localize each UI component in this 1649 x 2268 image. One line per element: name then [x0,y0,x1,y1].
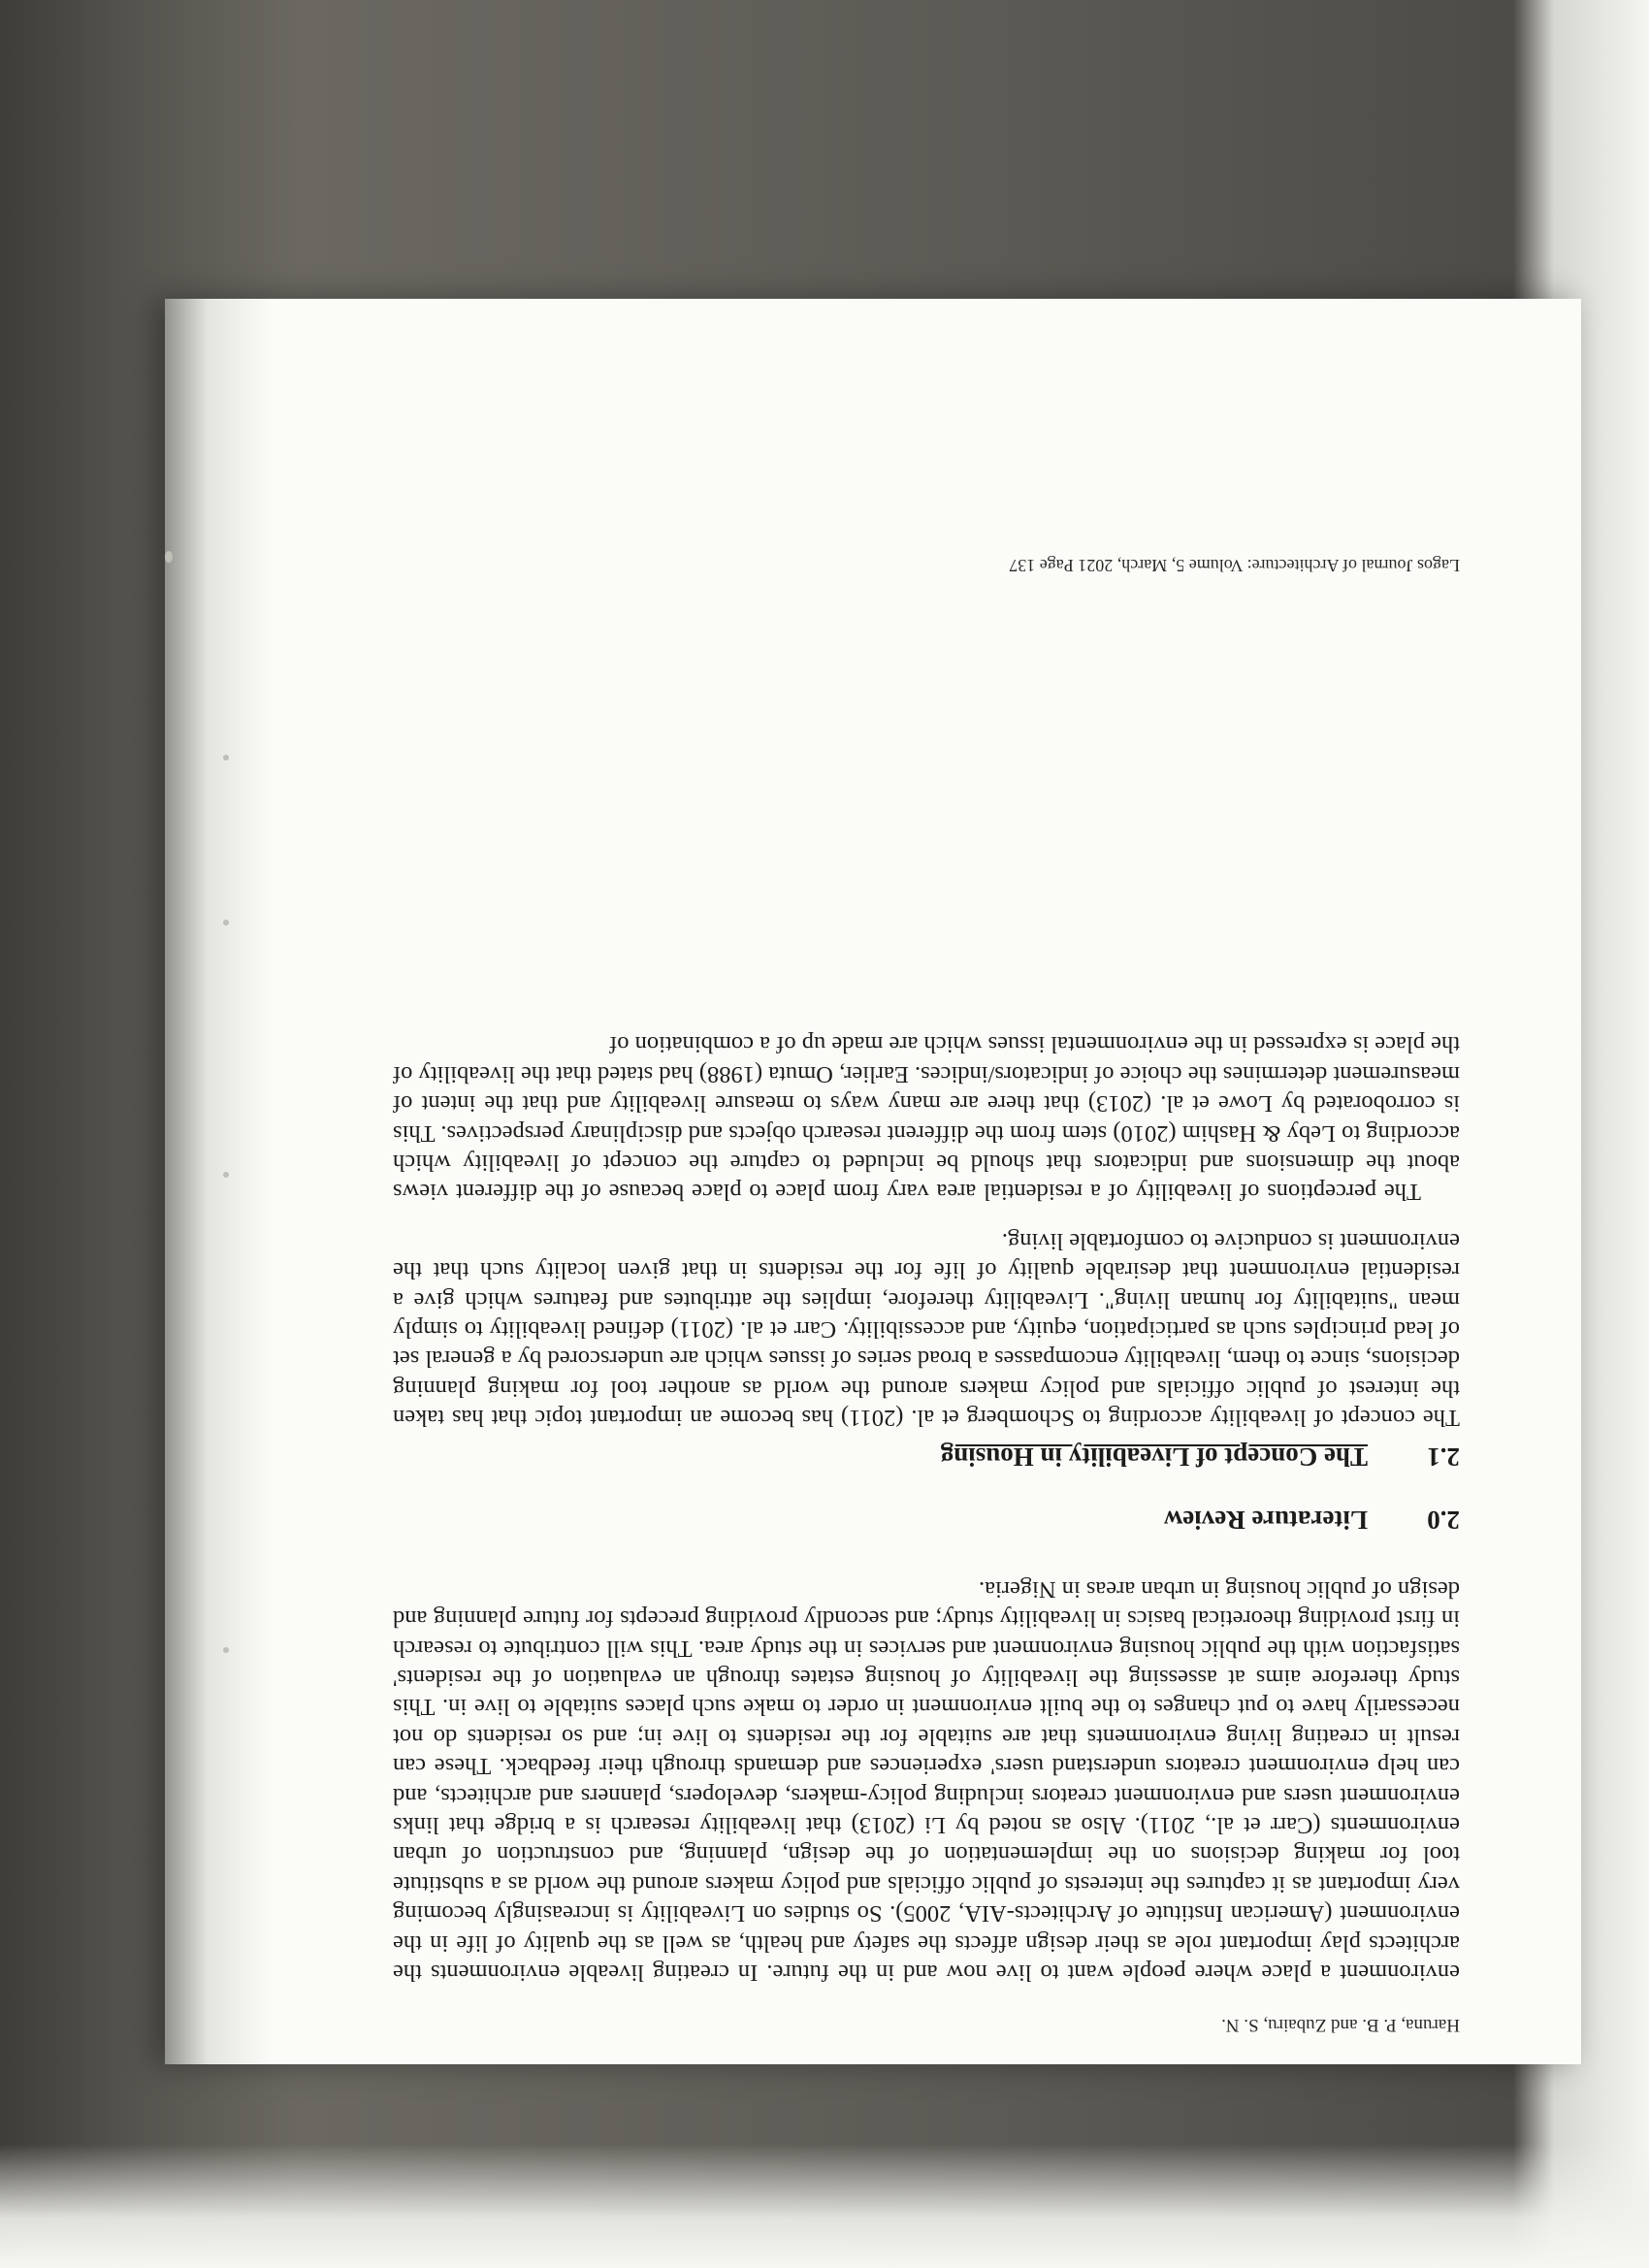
subsection-heading-concept-of-liveability [393,1442,1460,1472]
running-footer-journal: Lagos Journal of Architecture: Volume 5, March, 2021 Page 137 [1009,556,1460,575]
paragraph-perceptions-of-liveability: The perceptions of liveability of a residential area vary from place to place because of the different views about the dimensions and indicators that should be included to capture the concept of liveability which according to Leby & Hashim (2010) stem from the different research objects and disciplinary perspectives. This is corroborated by Lowe et al. (2013) that there are many ways to measure liveability and that the intent of measurement determines the choice of indicators/indices. Earlier, Omuta (1988) had stated that the liveability of the place is expressed in the environmental issues which are made up of a combination of [393,1031,1460,1206]
scan-speck [223,1172,229,1178]
scan-speck [223,1647,229,1653]
section-heading-literature-review [393,1505,1460,1535]
scan-speck [165,551,173,563]
scanned-page [165,299,1581,2064]
intro-paragraph: environment a place where people want to live now and in the future. In creating liveable environments the architects play important role as their design affects the safety and health, as well as the quality of life in the environment (American Institute of Architects-AIA, 2005). So studies on Liveability is increasingly becoming very important as it captures the interests of public officials and policy makers around the world as a substitute tool for making decisions on the implementation of the design, planning, and construction of urban environments (Carr et al., 2011). Also as noted by Li (2013) that liveability research is a bridge that links environment users and environment creators including policy-makers, developers, planners and architects, and can help environment creators understand users' experiences and demands through their feedback. These can result in creating living environments that are suitable for the residents to live in; and so residents do not necessarily have to put changes to the built environment in order to make such places suitable to live in. This study therefore aims at assessing the liveability of housing estates through an evaluation of the residents' satisfaction with the public housing environment and services in the study area. This will contribute to research in first providing theoretical basics in liveability study; and secondly providing precepts for future planning and design of public housing in urban areas in Nigeria. [393,1575,1460,1986]
paragraph-concept-of-liveability: The concept of liveability according to Schomberg et al. (2011) has become an important topic that has taken the interest of public officials and policy makers around the world as another tool for making planning decisions, since to them, liveability encompasses a broad series of issues which are underscored by a general set of lead principles such as participation, equity, and accessibility. Carr et al. (2011) defined liveability to simply mean "suitability for human living". Liveability therefore, implies the attributes and features which give a residential environment that desirable quality of life for the residents in that given locality such that the environment is conducive to comfortable living. [393,1227,1460,1432]
scan-speck [223,920,229,925]
running-header-authors: Haruna, P. B. and Zubairu, S. N. [1221,2015,1460,2035]
scan-speck [223,755,229,761]
scanner-bottom-glare [0,2144,1649,2268]
section-number: 2.0 [1427,1506,1460,1536]
subsection-number: 2.1 [1427,1442,1460,1473]
subsection-title: The Concept of Liveability in Housing [940,1442,1368,1473]
section-title: Literature Review [1163,1506,1368,1536]
page-body [393,1029,1460,2035]
page-content-rotated [165,299,1581,2064]
